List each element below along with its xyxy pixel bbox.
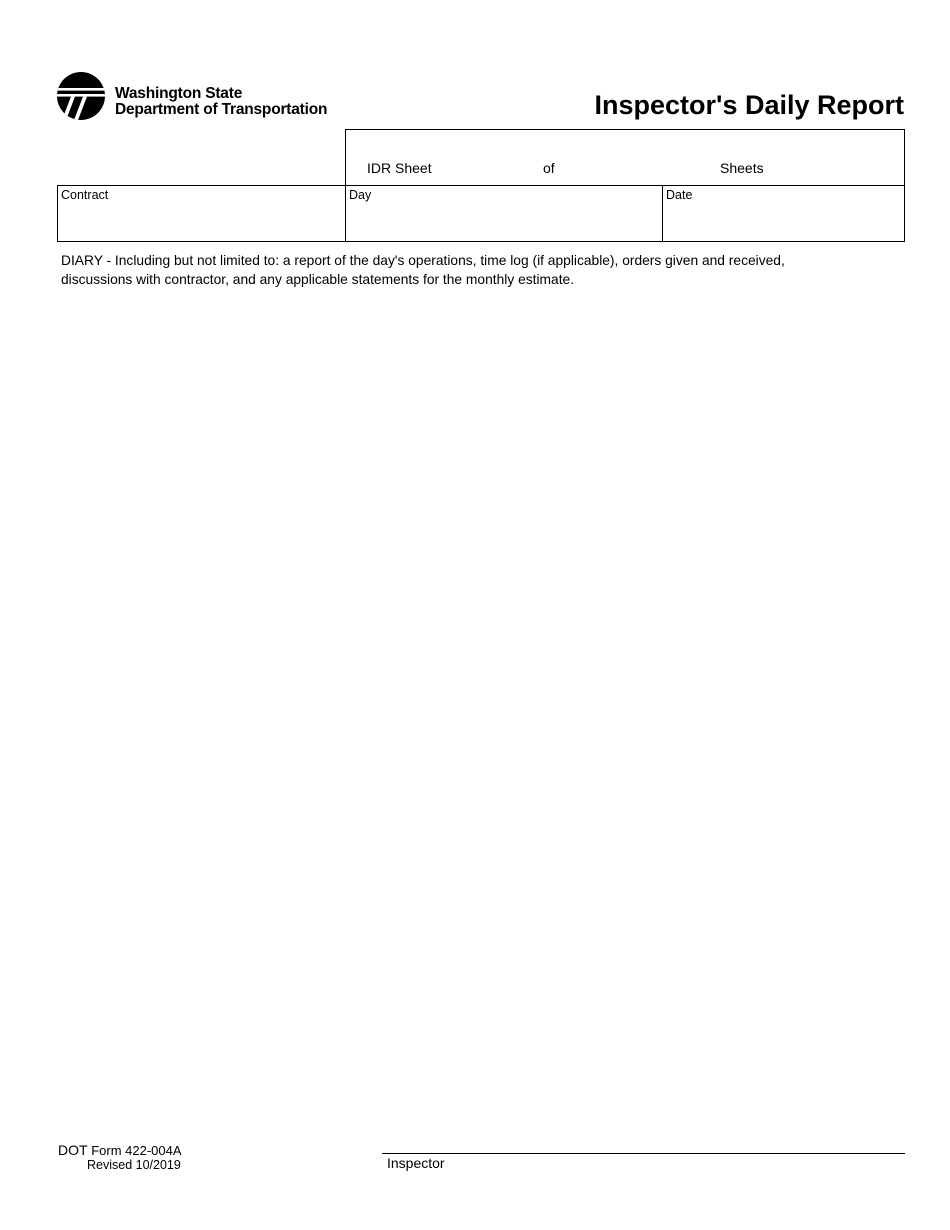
- idr-sheet-label: IDR Sheet: [367, 160, 432, 176]
- dot-label: DOT: [58, 1142, 88, 1158]
- wsdot-logo: [57, 72, 357, 122]
- day-label: Day: [349, 188, 372, 202]
- date-label: Date: [666, 188, 693, 202]
- contract-label: Contract: [61, 188, 109, 202]
- form-number: Form 422-004A: [91, 1143, 182, 1158]
- wsdot-logo-mark-icon: [57, 72, 105, 120]
- agency-name-line2: Department of Transportation: [115, 101, 328, 118]
- revised-date: Revised 10/2019: [87, 1158, 181, 1172]
- inspector-label: Inspector: [387, 1155, 445, 1171]
- sheets-label: Sheets: [720, 160, 764, 176]
- form-number-block: [58, 1143, 182, 1173]
- agency-name: [115, 86, 327, 118]
- idr-sheet-box: [345, 129, 905, 186]
- inspector-signature-line[interactable]: [382, 1153, 905, 1154]
- agency-name-line1: Washington State: [115, 85, 243, 102]
- day-field[interactable]: [346, 186, 663, 241]
- diary-instructions: DIARY - Including but not limited to: a report of the day's operations, time log (if applicable), orders given and received, discussions with contractor, and any applicable statements for the monthly estimate.: [61, 253, 785, 287]
- page-title: Inspector's Daily Report: [594, 90, 904, 120]
- contract-field[interactable]: [58, 186, 346, 241]
- date-field[interactable]: [663, 186, 904, 241]
- contract-day-date-row: [57, 185, 905, 242]
- of-label: of: [543, 160, 555, 176]
